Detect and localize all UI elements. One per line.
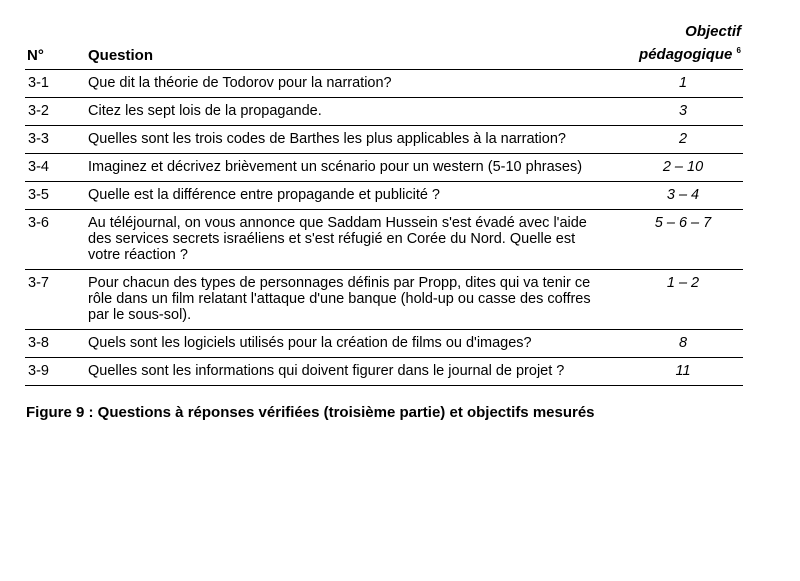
table-row [25, 126, 743, 154]
row-question: Au téléjournal, on vous annonce que Saddam Hussein s'est évadé avec l'aide des services secrets israéliens et s'est réfugié en Corée du Nord. Quelle est votre réaction ? [85, 210, 623, 270]
row-number: 3-4 [25, 154, 85, 182]
table-row [25, 358, 743, 386]
row-objective: 11 [623, 358, 743, 386]
table-row [25, 154, 743, 182]
header-number: N° [25, 22, 85, 70]
table-row [25, 270, 743, 330]
row-question: Citez les sept lois de la propagande. [85, 98, 623, 126]
row-question: Pour chacun des types de personnages définis par Propp, dites qui va tenir ce rôle dans un film relatant l'attaque d'une banque (hold-up ou casse des coffres par le sous-sol). [85, 270, 623, 330]
row-question: Quels sont les logiciels utilisés pour la création de films ou d'images? [85, 330, 623, 358]
row-number: 3-5 [25, 182, 85, 210]
row-question: Imaginez et décrivez brièvement un scénario pour un western (5-10 phrases) [85, 154, 623, 182]
row-number: 3-3 [25, 126, 85, 154]
table-row [25, 182, 743, 210]
row-number: 3-6 [25, 210, 85, 270]
row-objective: 1 [623, 70, 743, 98]
table-header-row [25, 22, 743, 70]
row-objective: 5 – 6 – 7 [623, 210, 743, 270]
table-row [25, 330, 743, 358]
row-question: Quelles sont les trois codes de Barthes les plus applicables à la narration? [85, 126, 623, 154]
table-row [25, 210, 743, 270]
row-question: Quelle est la différence entre propagande et publicité ? [85, 182, 623, 210]
row-objective: 3 – 4 [623, 182, 743, 210]
questions-table [25, 22, 743, 386]
header-question: Question [85, 22, 623, 70]
row-number: 3-1 [25, 70, 85, 98]
row-number: 3-7 [25, 270, 85, 330]
row-objective: 2 – 10 [623, 154, 743, 182]
row-objective: 1 – 2 [623, 270, 743, 330]
header-objective-line1: Objectif [685, 23, 741, 40]
table-row [25, 70, 743, 98]
document-page [25, 22, 743, 421]
row-number: 3-9 [25, 358, 85, 386]
row-number: 3-2 [25, 98, 85, 126]
header-objective-line2: pédagogique [639, 46, 733, 63]
row-objective: 3 [623, 98, 743, 126]
header-objective [623, 22, 743, 70]
figure-caption: Figure 9 : Questions à réponses vérifiées (troisième partie) et objectifs mesurés [26, 404, 595, 421]
row-question: Que dit la théorie de Todorov pour la narration? [85, 70, 623, 98]
row-question: Quelles sont les informations qui doivent figurer dans le journal de projet ? [85, 358, 623, 386]
table-row [25, 98, 743, 126]
row-objective: 2 [623, 126, 743, 154]
row-number: 3-8 [25, 330, 85, 358]
row-objective: 8 [623, 330, 743, 358]
footnote-marker: 6 [736, 46, 741, 55]
